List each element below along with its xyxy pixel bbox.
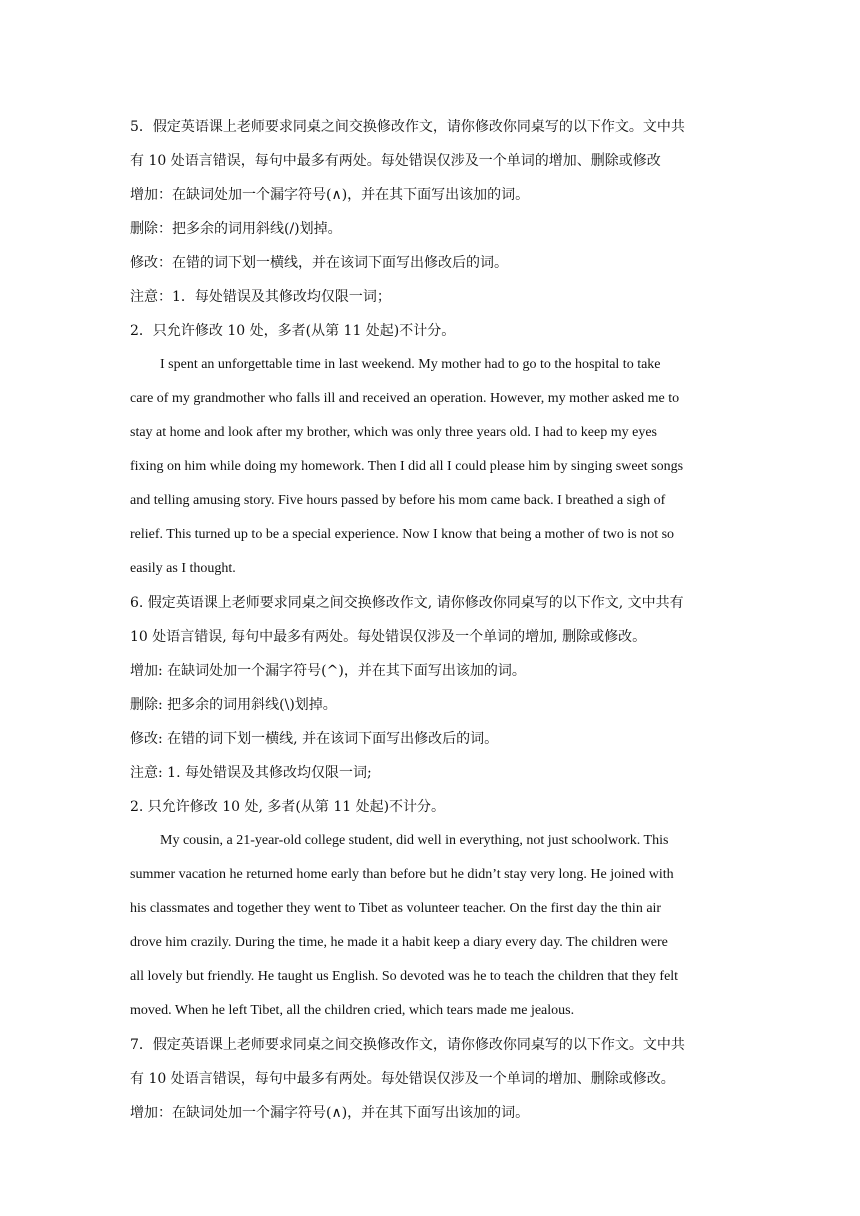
q5-passage-line: stay at home and look after my brother, which was only three years old. I had to keep my eyes [130, 425, 658, 440]
q5-instruction-line: 2．只允许修改 10 处，多者(从第 11 处起)不计分。 [130, 323, 456, 339]
document-page [130, 110, 730, 1130]
q5-instruction-line: 增加：在缺词处加一个漏字符号(∧)，并在其下面写出该加的词。 [130, 187, 530, 203]
question-7-instructions [130, 1028, 730, 1130]
q5-instruction-line: 5．假定英语课上老师要求同桌之间交换修改作文，请你修改你同桌写的以下作文。文中共 [130, 119, 685, 135]
q5-passage-line: relief. This turned up to be a special experience. Now I know that being a mother of two is not so [130, 527, 675, 542]
q6-passage-line: summer vacation he returned home early than before but he didn’t stay very long. He joined with [130, 867, 674, 882]
question-6-passage [130, 824, 730, 1028]
q7-instruction-line: 增加：在缺词处加一个漏字符号(∧)，并在其下面写出该加的词。 [130, 1105, 530, 1121]
q6-instruction-line: 删除: 把多余的词用斜线(\)划掉。 [130, 697, 337, 713]
question-6-instructions [130, 586, 730, 824]
q6-instruction-line: 修改: 在错的词下划一横线, 并在该词下面写出修改后的词。 [130, 731, 499, 747]
q6-passage-line: My cousin, a 21-year-old college student, did well in everything, not just schoolwork. This [160, 833, 669, 848]
q6-instruction-line: 10 处语言错误, 每句中最多有两处。每处错误仅涉及一个单词的增加, 删除或修改。 [130, 629, 647, 645]
q5-passage-line: care of my grandmother who falls ill and received an operation. However, my mother asked me to [130, 391, 680, 406]
q6-passage-line: moved. When he left Tibet, all the children cried, which tears made me jealous. [130, 1003, 575, 1018]
q6-passage-line: all lovely but friendly. He taught us English. So devoted was he to teach the children that they felt [130, 969, 679, 984]
q6-instruction-line: 6. 假定英语课上老师要求同桌之间交换修改作文, 请你修改你同桌写的以下作文, 文中共有 [130, 595, 684, 611]
q6-instruction-line: 注意: 1. 每处错误及其修改均仅限一词; [130, 765, 372, 781]
q5-instruction-line: 修改：在错的词下划一横线，并在该词下面写出修改后的词。 [130, 255, 508, 271]
q5-passage-line: fixing on him while doing my homework. Then I did all I could please him by singing sweet songs [130, 459, 684, 474]
q6-passage-line: drove him crazily. During the time, he made it a habit keep a diary every day. The children were [130, 935, 668, 950]
q6-instruction-line: 2. 只允许修改 10 处, 多者(从第 11 处起)不计分。 [130, 799, 446, 815]
q6-passage-line: his classmates and together they went to Tibet as volunteer teacher. On the first day the thin air [130, 901, 662, 916]
q5-instruction-line: 有 10 处语言错误，每句中最多有两处。每处错误仅涉及一个单词的增加、删除或修改 [130, 153, 661, 169]
q5-passage-line: and telling amusing story. Five hours passed by before his mom came back. I breathed a sigh of [130, 493, 666, 508]
q5-instruction-line: 注意：1．每处错误及其修改均仅限一词； [130, 289, 391, 305]
q5-instruction-line: 删除：把多余的词用斜线(/)划掉。 [130, 221, 342, 237]
q7-instruction-line: 7．假定英语课上老师要求同桌之间交换修改作文，请你修改你同桌写的以下作文。文中共 [130, 1037, 685, 1053]
q7-instruction-line: 有 10 处语言错误，每句中最多有两处。每处错误仅涉及一个单词的增加、删除或修改。 [130, 1071, 675, 1087]
question-5-passage [130, 348, 730, 586]
question-5-instructions [130, 110, 730, 348]
q5-passage-line: I spent an unforgettable time in last weekend. My mother had to go to the hospital to take [160, 357, 661, 372]
q6-instruction-line: 增加: 在缺词处加一个漏字符号(^)，并在其下面写出该加的词。 [130, 663, 526, 679]
q5-passage-line: easily as I thought. [130, 561, 236, 576]
